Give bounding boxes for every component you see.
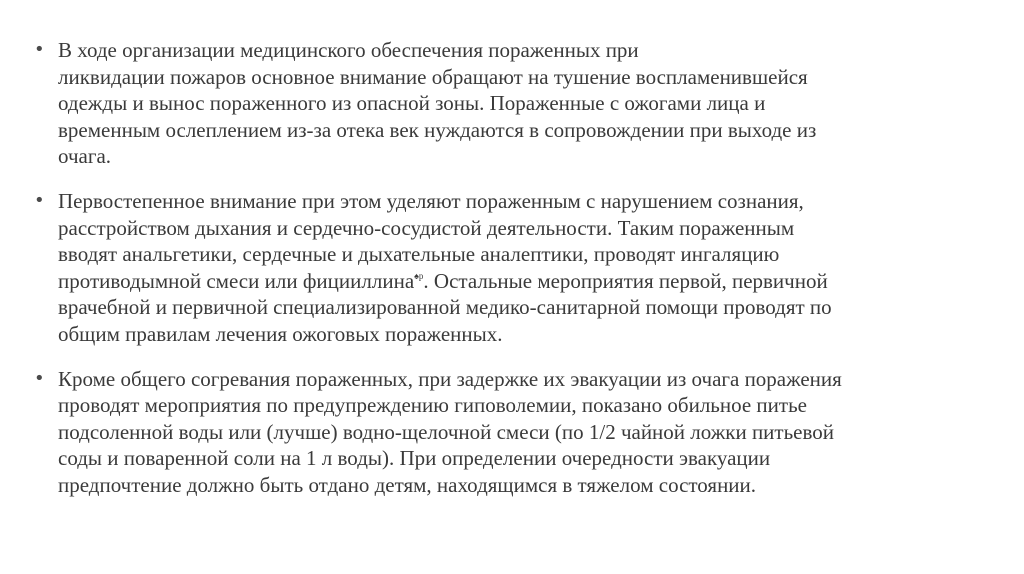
text-line-with-superscript — [58, 268, 954, 295]
text-line: В ходе организации медицинского обеспечения пораженных при — [58, 38, 639, 62]
bullet-marker: • — [34, 367, 45, 389]
text-line: врачебной и первичной специализированной медико-санитарной помощи проводят по — [58, 295, 832, 320]
text-line: проводят мероприятия по предупреждению гиповолемии, показано обильное питье — [58, 393, 807, 418]
text-line: очага. — [58, 144, 112, 169]
text-line: Кроме общего согревания пораженных, при задержке их эвакуации из очага поражения — [58, 366, 842, 391]
text-line: Первостепенное внимание при этом уделяют пораженным с нарушением сознания, — [58, 188, 804, 213]
text-line: подсоленной воды или (лучше) водно-щелочной смеси (по 1/2 чайной ложки питьевой — [58, 419, 835, 444]
text-line: соды и поваренной соли на 1 л воды). При определении очередности эвакуации — [58, 446, 771, 471]
superscript-mark: ♠р — [414, 270, 424, 281]
bullet-marker: • — [34, 189, 45, 211]
text-line: расстройством дыхания и сердечно-сосудистой деятельности. Таким пораженным — [58, 215, 795, 240]
bullet-list — [34, 37, 954, 517]
text-segment: . Остальные мероприятия первой, первичной — [423, 268, 828, 293]
text-line: общим правилам лечения ожоговых пораженных. — [58, 321, 503, 346]
text-line: предпочтение должно быть отдано детям, находящимся в тяжелом состоянии. — [58, 472, 757, 497]
text-line: временным ослеплением из-за отека век нуждаются в сопровождении при выходе из — [58, 117, 817, 142]
text-line: ликвидации пожаров основное внимание обращают на тушение воспламенившейся — [58, 64, 808, 89]
text-line: вводят анальгетики, сердечные и дыхательные аналептики, проводят ингаляцию — [58, 242, 780, 267]
text-segment: противодымной смеси или фицииллина — [58, 268, 415, 293]
bullet-item-2 — [34, 188, 954, 348]
bullet-item-3 — [34, 366, 954, 499]
bullet-item-1 — [34, 37, 954, 170]
text-line: одежды и вынос пораженного из опасной зоны. Пораженные с ожогами лица и — [58, 91, 766, 116]
bullet-marker: • — [34, 39, 45, 60]
